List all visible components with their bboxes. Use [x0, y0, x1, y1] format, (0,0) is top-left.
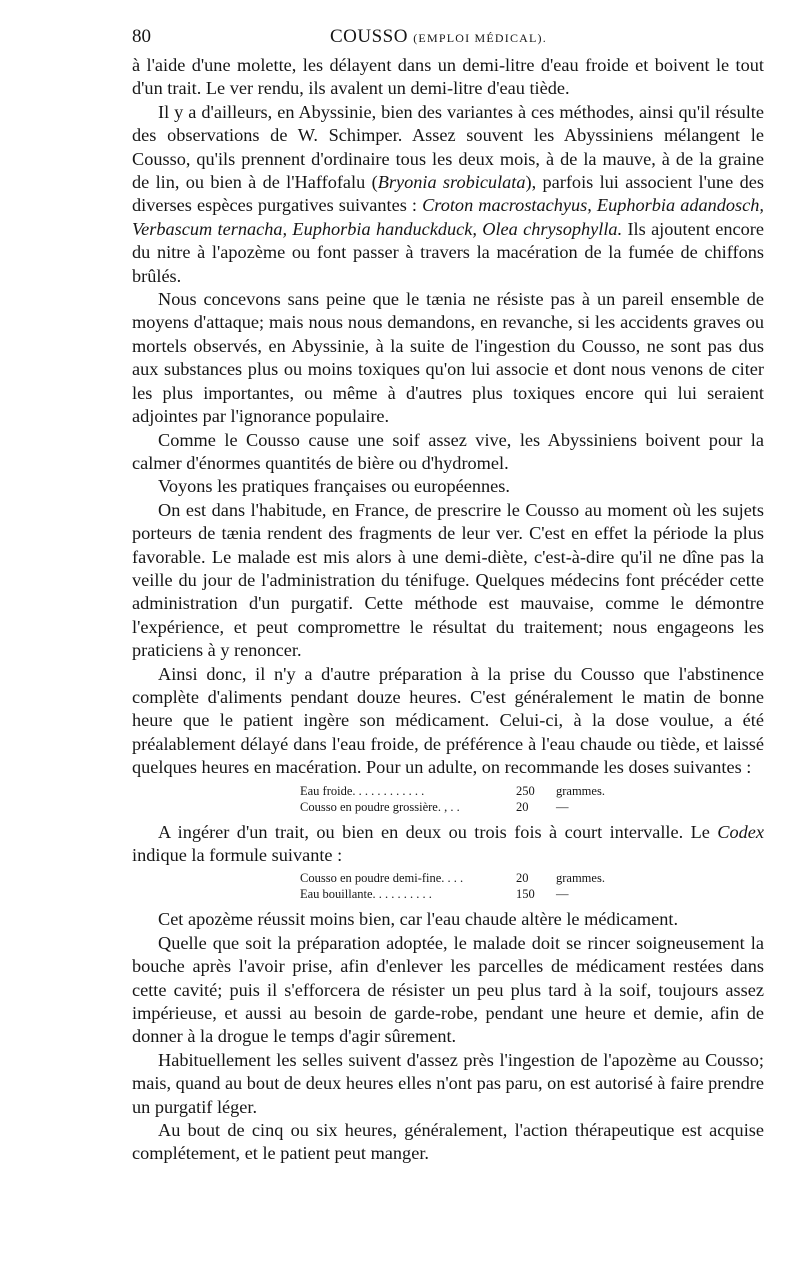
paragraph — [132, 821, 764, 868]
running-title-sub: (EMPLOI MÉDICAL). — [413, 31, 547, 45]
page-number: 80 — [132, 26, 151, 47]
paragraph-text: indique la formule suivante : — [132, 845, 343, 865]
species-list: Croton macrostachyus, Euphorbia adandosch, Verbascum ternacha, Euphorbia handuckduck, Olea chrysophylla. — [132, 195, 764, 239]
paragraph-text: Il y a d'ailleurs, en Abyssinie, bien des variantes à ces méthodes, ainsi qu'il résulte des observations de W. Schimper. Assez souvent les Abyssiniens mélangent le Cousso, qu'ils prennent d'ordinaire tous les deux mois, à de la mauve, à de la graine de lin, ou bien à de l'Haffofalu ( — [132, 101, 764, 193]
quantity: 20 — [516, 799, 529, 814]
dosage-row — [300, 799, 764, 815]
body-text — [132, 54, 764, 1166]
unit: grammes. — [556, 783, 605, 798]
codex-formula-table — [300, 870, 764, 902]
paragraph: à l'aide d'une molette, les délayent dans un demi-litre d'eau froide et boivent le tout d'un trait. Le ver rendu, ils avalent un demi-litre d'eau tiède. — [132, 55, 764, 99]
running-title-main: COUSSO — [330, 26, 408, 47]
dosage-row — [300, 886, 764, 902]
ingredient: Cousso en poudre demi-fine. . . . — [300, 871, 464, 886]
paragraph: Habituellement les selles suivent d'assez près l'ingestion de l'apozème au Cousso; mais, quand au bout de deux heures elles n'ont pas paru, on est autorisé à faire prendre un purgatif léger. — [132, 1049, 764, 1117]
paragraph-text: Ils ajoutent encore du nitre à l'apozème ou font passer à travers la macération de la fumée de chiffons brûlés. — [132, 218, 764, 286]
paragraph: Au bout de cinq ou six heures, généralement, l'action thérapeutique est acquise complétement, et le patient peut manger. — [132, 1120, 764, 1164]
paragraph — [132, 101, 764, 288]
dosage-row — [300, 870, 764, 886]
paragraph: On est dans l'habitude, en France, de prescrire le Cousso au moment où les sujets porteurs de tænia rendent des fragments de leur ver. C'est en effet la période la plus favorable. Le malade est mis alors à une demi-diète, c'est-à-dire qu'il ne dîne pas la veille du jour de l'administration du ténifuge. Quelques médecins font précéder cette administration d'un purgatif. Cette méthode est mauvaise, comme le démontre l'expérience, et peut compromettre le résultat du traitement; nous engageons les praticiens à y renoncer. — [132, 499, 764, 661]
paragraph: Nous concevons sans peine que le tænia ne résiste pas à un pareil ensemble de moyens d'attaque; mais nous nous demandons, en revanche, si les accidents graves ou mortels observés, en Abyssinie, à la suite de l'ingestion du Cousso, ne sont pas dus aux substances plus ou moins toxiques qu'on lui associe et dont nous venons de citer les plus importantes, ou même à d'autres plus toxiques encore qui lui seraient adjointes par l'ignorance populaire. — [132, 289, 764, 427]
paragraph: Comme le Cousso cause une soif assez vive, les Abyssiniens boivent pour la calmer d'énormes quantités de bière ou d'hydromel. — [132, 429, 764, 473]
quantity: 20 — [516, 871, 529, 886]
paragraph: Ainsi donc, il n'y a d'autre préparation à la prise du Cousso que l'abstinence complète d'aliments pendant douze heures. C'est généralement le matin de bonne heure que le patient ingère son médicament. Celui-ci, à la dose voulue, a été préalablement délayé dans l'eau froide, de préférence à l'eau chaude ou tiède, et laissé quelques heures en macération. Pour un adulte, on recommande les doses suivantes : — [132, 663, 764, 778]
species-name: Bryonia srobiculata — [377, 172, 526, 193]
quantity: 150 — [516, 887, 535, 902]
dosage-table — [300, 783, 764, 815]
unit: grammes. — [556, 871, 605, 886]
dosage-row — [300, 783, 764, 799]
paragraph: Cet apozème réussit moins bien, car l'eau chaude altère le médicament. — [158, 909, 679, 930]
paragraph-text: ), parfois lui associent l'une des diverses espèces purgatives suivantes : — [132, 172, 764, 216]
unit: — — [556, 887, 569, 902]
ingredient: Eau bouillante. . . . . . . . . . — [300, 887, 432, 902]
paragraph: Quelle que soit la préparation adoptée, le malade doit se rincer soigneusement la bouche après l'avoir prise, afin d'enlever les parcelles de médicament restées dans cette cavité; puis il s'efforcera de résister un peu plus tard à la soif, toujours assez impérieuse, et aussi au besoin de garde-robe, pendant une heure et demie, afin de donner à la drogue le temps d'agir sûrement. — [132, 932, 764, 1047]
codex-term: Codex — [717, 821, 764, 842]
page-header — [132, 26, 764, 54]
quantity: 250 — [516, 783, 535, 798]
ingredient: Cousso en poudre grossière. , . . — [300, 799, 460, 814]
unit: — — [556, 799, 569, 814]
paragraph-text: A ingérer d'un trait, ou bien en deux ou trois fois à court intervalle. Le — [158, 821, 718, 842]
ingredient: Eau froide. . . . . . . . . . . . — [300, 783, 425, 798]
running-title — [330, 26, 547, 48]
paragraph: Voyons les pratiques françaises ou européennes. — [158, 476, 510, 497]
